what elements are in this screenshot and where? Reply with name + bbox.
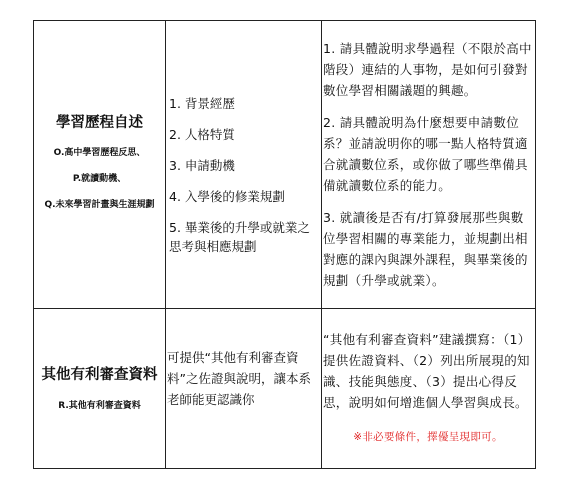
- items-cell: [166, 21, 322, 309]
- category-subitem: O.高中學習歷程反思、: [53, 148, 146, 158]
- list-item: 4. 入學後的修業規劃: [169, 188, 285, 204]
- question-item: 2. 請具體說明為什麼想要申請數位系？並請說明你的哪一點人格特質適合就讀數位系，或你做了哪些準備具備就讀數位系的能力。: [323, 115, 528, 193]
- question-item: 3. 就讀後是否有/打算發展那些與數位學習相關的專業能力，並規劃出相對應的課內與課外課程，與畢業後的規劃（升學或就業）。: [323, 210, 528, 288]
- question-item: 1. 請具體說明求學過程（不限於高中階段）連結的人事物，是如何引發對數位學習相關議題的興趣。: [323, 41, 532, 98]
- list-item: 2. 人格特質: [169, 126, 235, 142]
- category-subitem: Q.未來學習計畫與生涯規劃: [44, 200, 155, 210]
- suggestion-text: “其他有利審查資料”建議撰寫：（1）提供佐證資料、（2）列出所展現的知識、技能與態度、（3）提出心得反思，說明如何增進個人學習與成長。: [323, 332, 531, 410]
- category-title: 其他有利審查資料: [41, 367, 158, 383]
- table-row: [34, 21, 536, 309]
- category-cell: [34, 309, 166, 469]
- description-text: 可提供“其他有利審查資料”之佐證與說明，讓本系老師能更認識你: [167, 350, 311, 407]
- list-item: 3. 申請動機: [169, 157, 235, 173]
- questions-cell: [322, 21, 536, 309]
- category-cell: [34, 21, 166, 309]
- table-row: [34, 309, 536, 469]
- suggestion-cell: [322, 309, 536, 469]
- note-text: ※非必要條件，擇優呈現即可。: [353, 431, 503, 443]
- list-item: 5. 畢業後的升學或就業之思考與相應規劃: [169, 219, 310, 254]
- category-title: 學習歷程自述: [56, 115, 143, 131]
- list-item: 1. 背景經歷: [169, 95, 235, 111]
- category-subitem: R.其他有利審查資料: [58, 401, 141, 411]
- description-cell: [166, 309, 322, 469]
- category-subitem: P.就讀動機、: [72, 174, 127, 184]
- review-criteria-table: [33, 20, 536, 469]
